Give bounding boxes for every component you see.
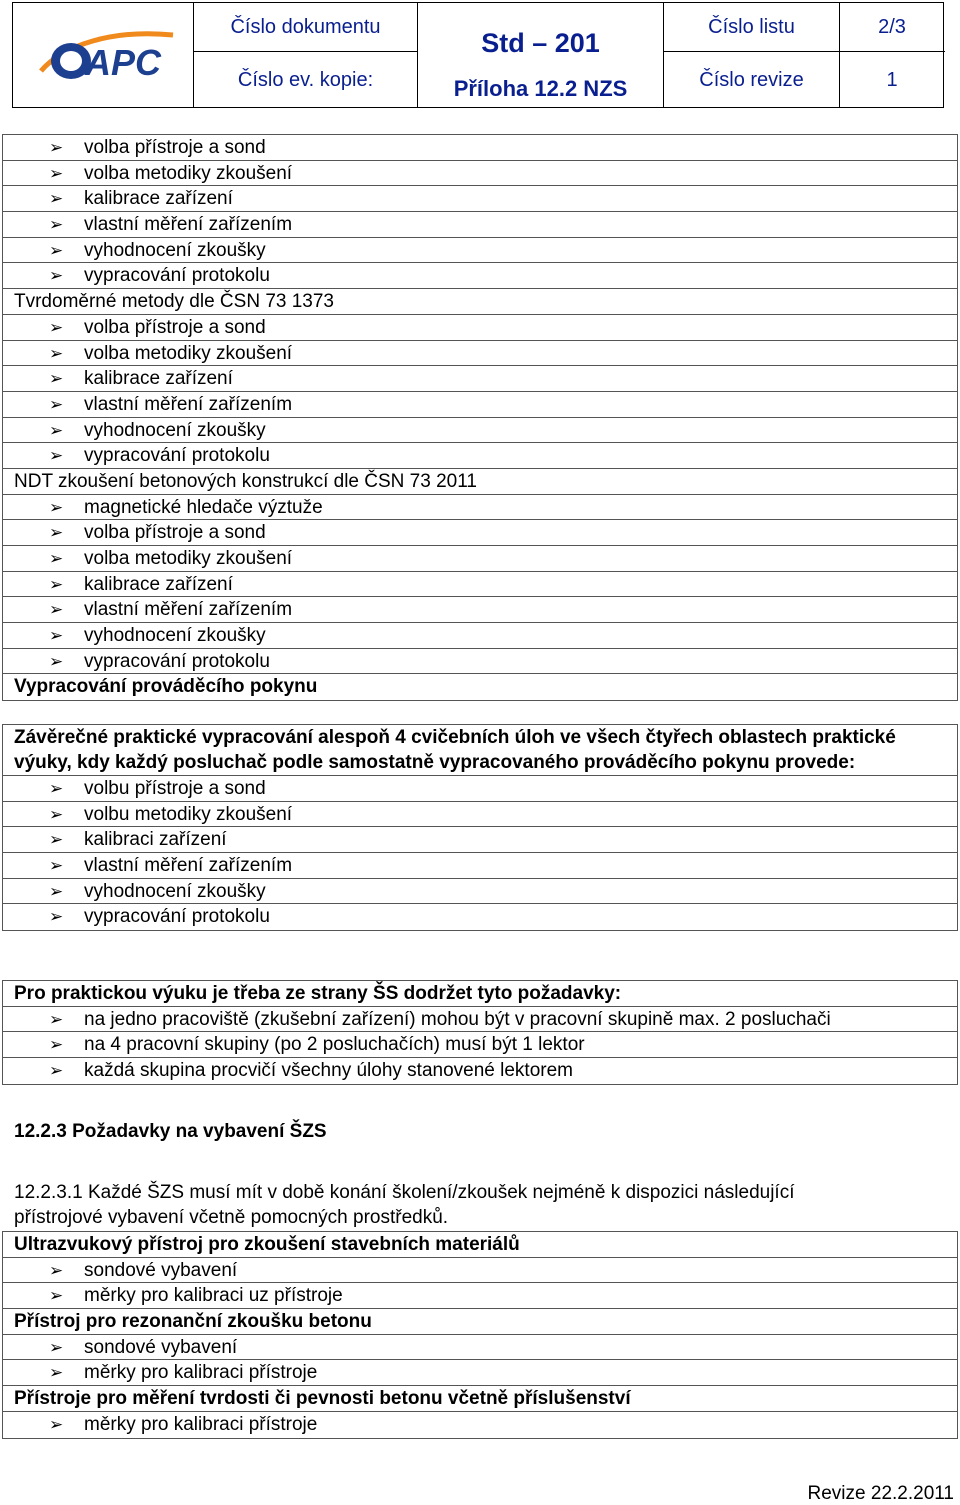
arrow-bullet-icon: ➢ <box>49 1035 64 1055</box>
list-item: ➢ měrky pro kalibraci přístroje <box>49 1413 318 1435</box>
list-item: ➢ volba metodiky zkoušení <box>3 341 957 367</box>
arrow-bullet-icon: ➢ <box>49 549 64 568</box>
doc-number-value: Std – 201 <box>481 27 600 58</box>
list-item: ➢ vyhodnocení zkoušky <box>3 238 957 264</box>
sheet-number-label: Číslo listu <box>708 15 795 38</box>
arrow-bullet-icon: ➢ <box>49 163 64 183</box>
arrow-bullet-icon: ➢ <box>49 446 64 466</box>
section-heading: Pro praktickou výuku je třeba ze strany ŠS dodržet tyto požadavky: <box>3 981 957 1007</box>
section-heading: NDT zkoušení betonových konstrukcí dle ČSN 73 2011 <box>3 469 957 495</box>
list-item: ➢ vypracování protokolu <box>49 906 270 928</box>
arrow-bullet-icon: ➢ <box>49 394 64 414</box>
list-item: ➢ měrky pro kalibraci přístroje <box>3 1360 957 1386</box>
arrow-bullet-icon: ➢ <box>49 1009 64 1029</box>
sheet-number-value: 2/3 <box>878 15 906 38</box>
list-item: ➢ vyhodnocení zkoušky <box>3 879 957 905</box>
methods-table <box>2 134 958 701</box>
arrow-bullet-icon: ➢ <box>49 600 64 620</box>
arrow-bullet-icon: ➢ <box>49 881 64 901</box>
list-item: ➢ každá skupina procvičí všechny úlohy stanovené lektorem <box>49 1060 573 1082</box>
arrow-bullet-icon: ➢ <box>49 574 64 594</box>
revision-value: 1 <box>886 68 898 91</box>
arrow-bullet-icon: ➢ <box>49 215 64 235</box>
arrow-bullet-icon: ➢ <box>49 497 64 517</box>
arrow-bullet-icon: ➢ <box>49 1337 64 1357</box>
list-item: ➢ volbu metodiky zkoušení <box>3 802 957 828</box>
list-item: ➢ volba metodiky zkoušení <box>3 546 957 572</box>
list-item: ➢ volba přístroje a sond <box>3 135 957 161</box>
paragraph-line: 12.2.3.1 Každé ŠZS musí mít v době konání školení/zkoušek nejméně k dispozici následující <box>14 1182 795 1203</box>
equipment-table <box>2 1231 958 1439</box>
list-item: ➢ kalibrace zařízení <box>3 572 957 598</box>
list-item: ➢ vyhodnocení zkoušky <box>3 623 957 649</box>
arrow-bullet-icon: ➢ <box>49 240 64 260</box>
section-heading: Tvrdoměrné metody dle ČSN 73 1373 <box>3 289 957 315</box>
list-item: ➢ vypracování protokolu <box>3 443 957 469</box>
arrow-bullet-icon: ➢ <box>49 1414 64 1434</box>
arrow-bullet-icon: ➢ <box>49 138 64 157</box>
list-item: ➢ měrky pro kalibraci uz přístroje <box>3 1283 957 1309</box>
final-practice-table <box>2 724 958 931</box>
arrow-bullet-icon: ➢ <box>49 779 64 798</box>
list-item: ➢ kalibraci zařízení <box>3 827 957 853</box>
list-item: ➢ vyhodnocení zkoušky <box>3 418 957 444</box>
list-item: ➢ kalibrace zařízení <box>3 366 957 392</box>
list-item: ➢ vlastní měření zařízením <box>3 853 957 879</box>
list-item: ➢ kalibrace zařízení <box>3 186 957 212</box>
list-item: ➢ na 4 pracovní skupiny (po 2 posluchačích) musí být 1 lektor <box>3 1032 957 1058</box>
list-item: ➢ magnetické hledače výztuže <box>3 495 957 521</box>
requirements-table <box>2 980 958 1085</box>
logo-text: APC <box>85 42 162 83</box>
section-heading: Vypracování prováděcího pokynu <box>14 676 318 698</box>
list-item: ➢ vlastní měření zařízením <box>3 597 957 623</box>
section-intro: Závěrečné praktické vypracování alespoň 4 cvičebních úloh ve všech čtyřech oblastech praktické výuky, kdy každý posluchač podle samostatně vypracovaného prováděcího pokynu provede: <box>3 725 957 776</box>
apc-logo <box>33 25 183 85</box>
document-header <box>12 2 944 108</box>
section-heading: Ultrazvukový přístroj pro zkoušení stavebních materiálů <box>3 1232 957 1258</box>
arrow-bullet-icon: ➢ <box>49 1363 64 1383</box>
list-item: ➢ sondové vybavení <box>3 1258 957 1284</box>
arrow-bullet-icon: ➢ <box>49 907 64 927</box>
arrow-bullet-icon: ➢ <box>49 1061 64 1081</box>
arrow-bullet-icon: ➢ <box>49 343 64 363</box>
arrow-bullet-icon: ➢ <box>49 317 64 337</box>
doc-number-label: Číslo dokumentu <box>230 15 381 38</box>
revision-label: Číslo revize <box>699 68 804 91</box>
paragraph-line: přístrojové vybavení včetně pomocných prostředků. <box>14 1207 449 1228</box>
footer-revision: Revize 22.2.2011 <box>807 1483 954 1504</box>
arrow-bullet-icon: ➢ <box>49 420 64 440</box>
arrow-bullet-icon: ➢ <box>49 830 64 850</box>
arrow-bullet-icon: ➢ <box>49 369 64 389</box>
list-item: ➢ volba přístroje a sond <box>3 520 957 546</box>
arrow-bullet-icon: ➢ <box>49 523 64 543</box>
arrow-bullet-icon: ➢ <box>49 856 64 876</box>
section-title: 12.2.3 Požadavky na vybavení ŠZS <box>14 1121 327 1142</box>
list-item: ➢ volba metodiky zkoušení <box>3 161 957 187</box>
section-heading: Přístroje pro měření tvrdosti či pevnosti betonu včetně příslušenství <box>3 1386 957 1412</box>
arrow-bullet-icon: ➢ <box>49 626 64 646</box>
section-heading: Přístroj pro rezonanční zkoušku betonu <box>3 1309 957 1335</box>
list-item: ➢ vypracování protokolu <box>3 263 957 289</box>
copy-number-label: Číslo ev. kopie: <box>237 68 374 91</box>
arrow-bullet-icon: ➢ <box>49 651 64 671</box>
list-item: ➢ vlastní měření zařízením <box>3 212 957 238</box>
list-item: ➢ sondové vybavení <box>3 1335 957 1361</box>
arrow-bullet-icon: ➢ <box>49 266 64 286</box>
list-item: ➢ vypracování protokolu <box>3 649 957 675</box>
arrow-bullet-icon: ➢ <box>49 1286 64 1306</box>
list-item: ➢ na jedno pracoviště (zkušební zařízení) mohou být v pracovní skupině max. 2 posluchači <box>3 1007 957 1033</box>
annex-value: Příloha 12.2 NZS <box>453 76 628 101</box>
list-item: ➢ volba přístroje a sond <box>3 315 957 341</box>
arrow-bullet-icon: ➢ <box>49 189 64 209</box>
arrow-bullet-icon: ➢ <box>49 804 64 824</box>
list-item: ➢ vlastní měření zařízením <box>3 392 957 418</box>
arrow-bullet-icon: ➢ <box>49 1260 64 1280</box>
list-item: ➢ volbu přístroje a sond <box>3 776 957 802</box>
